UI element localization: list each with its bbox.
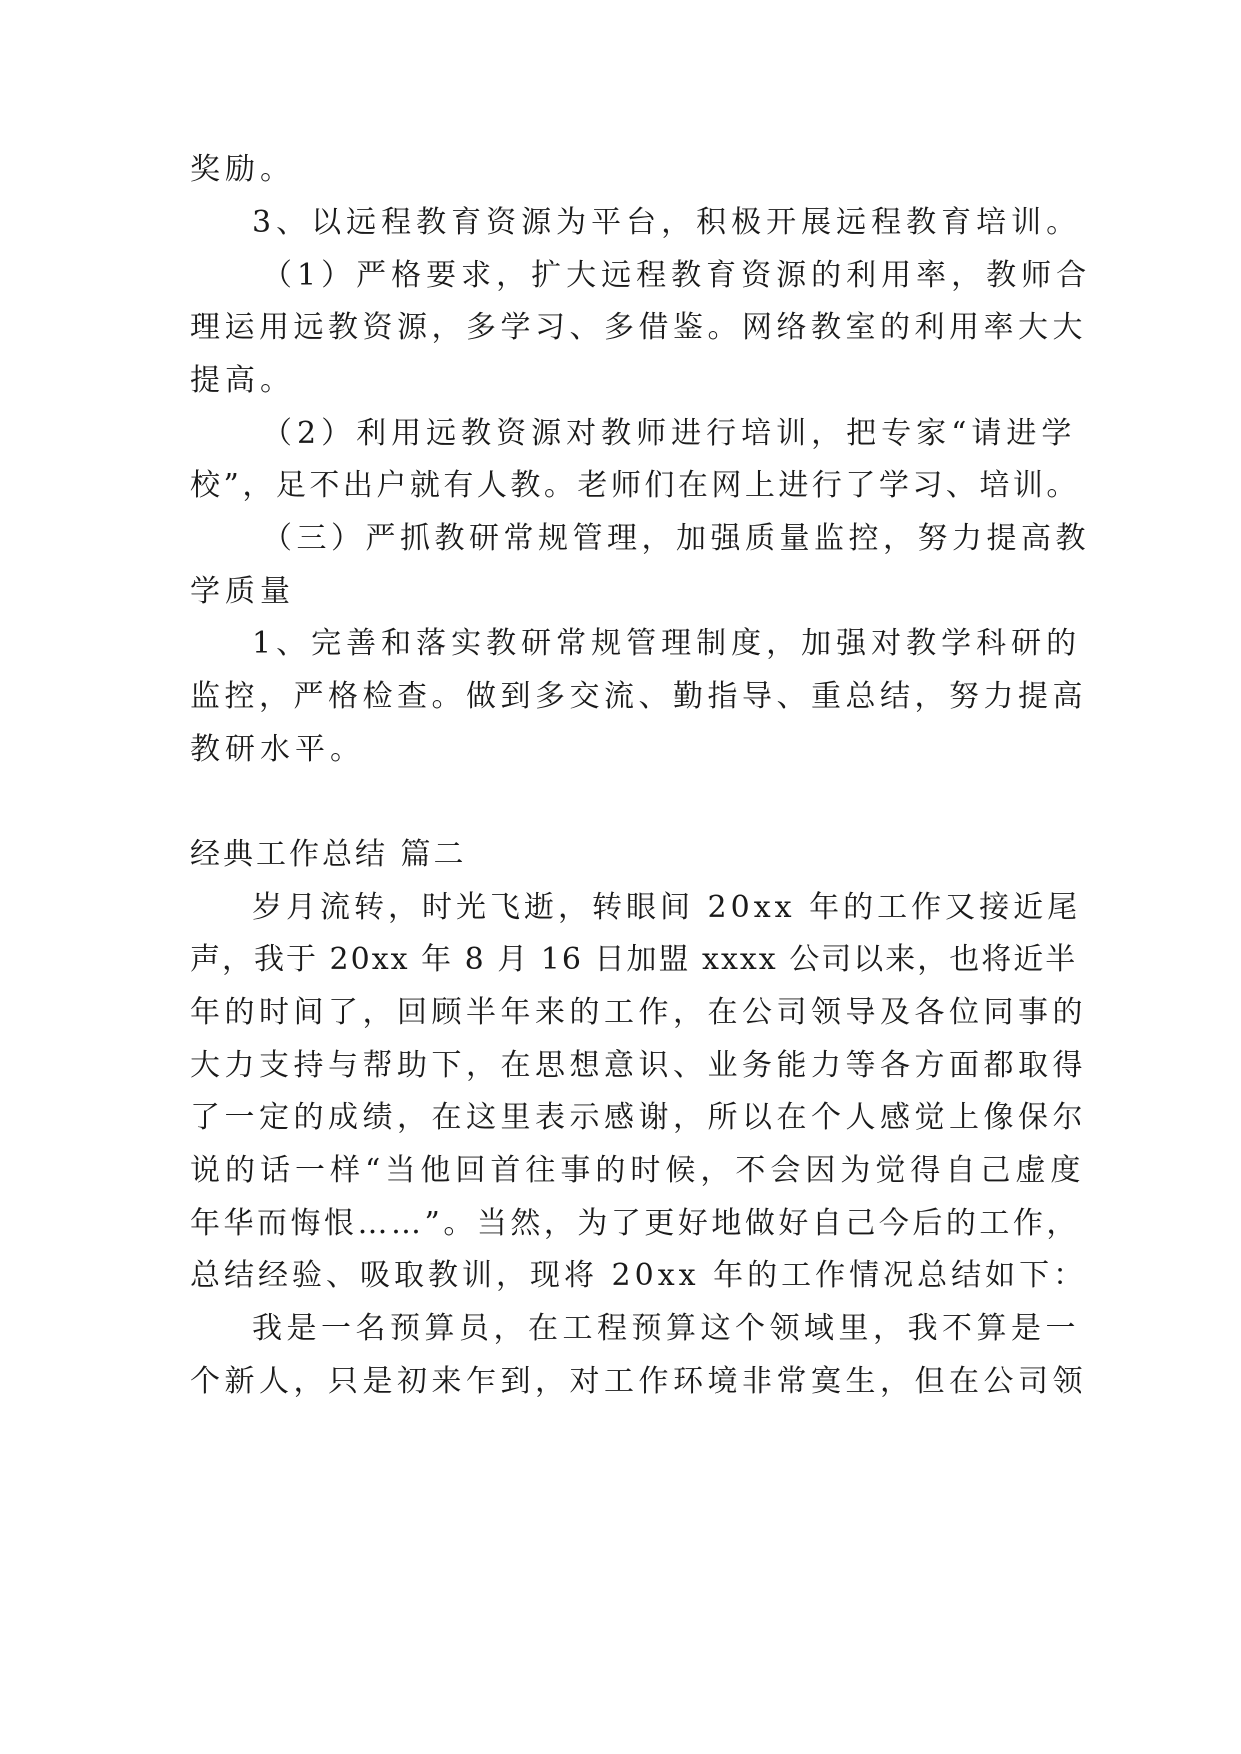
text-line: 岁月流转，时光飞逝，转眼间 20xx 年的工作又接近尾 [252, 890, 1082, 925]
text-line: （三）严抓教研常规管理，加强质量监控，努力提高教 [262, 521, 1090, 556]
text-line: 年华而悔恨……”。当然，为了更好地做好自己今后的工作， [190, 1206, 1080, 1241]
text-line: 校”，足不出户就有人教。老师们在网上进行了学习、培训。 [190, 468, 1080, 503]
text-line: 个新人，只是初来乍到，对工作环境非常寞生，但在公司领 [190, 1364, 1087, 1399]
text-line: 提高。 [190, 363, 295, 398]
text-line: （2）利用远教资源对教师进行培训，把专家“请进学 [262, 416, 1077, 451]
text-line: 大力支持与帮助下，在思想意识、业务能力等各方面都取得 [190, 1048, 1087, 1083]
text-line: 了一定的成绩，在这里表示感谢，所以在个人感觉上像保尔 [190, 1100, 1087, 1135]
section-heading: 经典工作总结 篇二 [190, 837, 467, 872]
text-line: 我是一名预算员，在工程预算这个领域里，我不算是一 [252, 1311, 1080, 1346]
text-line: 年的时间了，回顾半年来的工作，在公司领导及各位同事的 [190, 995, 1087, 1030]
text-line: 声，我于 20xx 年 8 月 16 日加盟 xxxx 公司以来，也将近半 [190, 942, 1078, 977]
text-line: 监控，严格检查。做到多交流、勤指导、重总结，努力提高 [190, 679, 1087, 714]
text-line: 奖励。 [190, 152, 295, 187]
text-line: 总结经验、吸取教训，现将 20xx 年的工作情况总结如下： [190, 1258, 1088, 1293]
text-line: 教研水平。 [190, 732, 365, 767]
text-line: 学质量 [190, 574, 295, 609]
text-line: （1）严格要求，扩大远程教育资源的利用率，教师合 [262, 258, 1092, 293]
text-line: 理运用远教资源，多学习、多借鉴。网络教室的利用率大大 [190, 310, 1087, 345]
text-line: 3、以远程教育资源为平台，积极开展远程教育培训。 [252, 205, 1082, 240]
text-line: 1、完善和落实教研常规管理制度，加强对教学科研的 [252, 626, 1082, 661]
text-line: 说的话一样“当他回首往事的时候，不会因为觉得自己虚度 [190, 1153, 1086, 1188]
